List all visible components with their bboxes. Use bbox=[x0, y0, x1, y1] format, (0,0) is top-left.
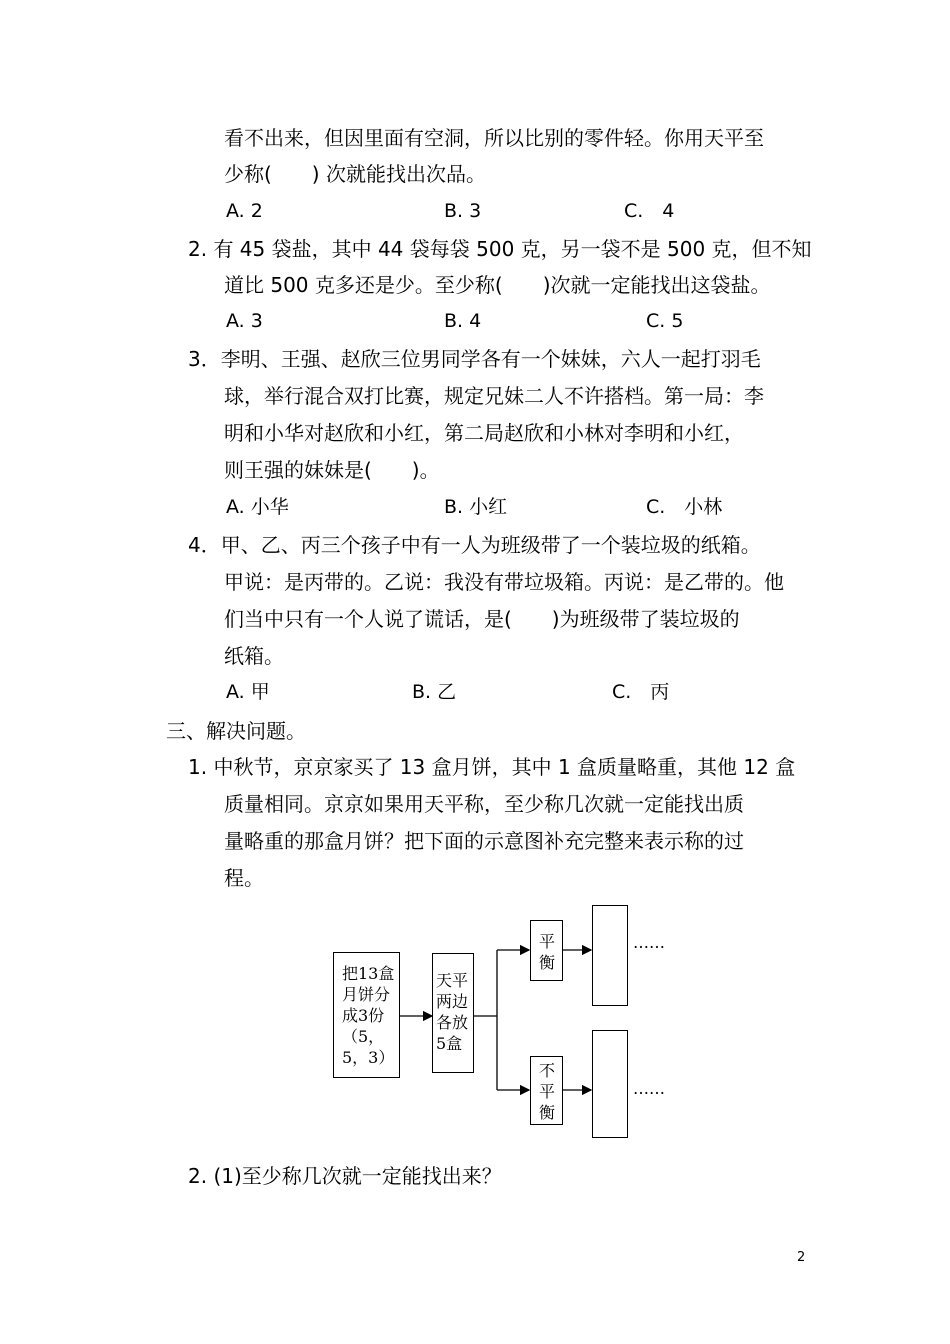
question-3-text: 则王强的妹妹是( )。 bbox=[224, 458, 440, 482]
section-heading: 三、解决问题。 bbox=[166, 719, 306, 743]
problem-1-text: 量略重的那盒月饼？把下面的示意图补充完整来表示称的过 bbox=[224, 829, 744, 853]
box-text: 各放 bbox=[436, 1013, 469, 1032]
box-text: 衡 bbox=[539, 1103, 556, 1122]
option-a: A. 3 bbox=[226, 310, 263, 332]
problem-2-text: 2. (1)至少称几次就一定能找出来？ bbox=[188, 1164, 502, 1188]
question-4-text: 纸箱。 bbox=[224, 644, 284, 668]
page-number: 2 bbox=[797, 1250, 806, 1265]
box-text: 平 bbox=[539, 932, 556, 951]
option-a: A. 小华 bbox=[226, 496, 289, 518]
ellipsis: …… bbox=[633, 933, 665, 952]
problem-1-text: 质量相同。京京如果用天平称，至少称几次就一定能找出质 bbox=[224, 792, 744, 816]
box-text: 5，3） bbox=[342, 1048, 395, 1067]
box-text: 天平 bbox=[436, 971, 469, 990]
option-c: C. 5 bbox=[646, 310, 684, 332]
question-3-text: 球，举行混合双打比赛，规定兄妹二人不许搭档。第一局：李 bbox=[224, 384, 764, 408]
question-4-text: 甲说：是丙带的。乙说：我没有带垃圾箱。丙说：是乙带的。他 bbox=[224, 570, 784, 594]
balanced-box bbox=[530, 920, 563, 981]
question-3-text: 明和小华对赵欣和小红，第二局赵欣和小林对李明和小红， bbox=[224, 421, 744, 445]
box-text: 5盒 bbox=[436, 1034, 463, 1053]
box-text: 衡 bbox=[539, 953, 556, 972]
box-text: 平 bbox=[539, 1082, 556, 1101]
question-2-text: 道比 500 克多还是少。至少称( )次就一定能找出这袋盐。 bbox=[224, 273, 771, 297]
option-c: C. 丙 bbox=[612, 681, 670, 703]
option-b: B. 4 bbox=[444, 310, 482, 332]
question-text-line: 看不出来，但因里面有空洞，所以比别的零件轻。你用天平至 bbox=[224, 126, 764, 150]
unbalanced-box bbox=[530, 1056, 563, 1125]
option-b: B. 乙 bbox=[412, 681, 457, 703]
option-c: C. 4 bbox=[624, 200, 675, 222]
box-text: 两边 bbox=[436, 992, 469, 1011]
step-box-weigh bbox=[432, 953, 474, 1073]
option-b: B. 3 bbox=[444, 200, 482, 222]
box-text: 不 bbox=[539, 1061, 556, 1080]
box-text: 成3份 bbox=[342, 1006, 385, 1025]
option-a: A. 2 bbox=[226, 200, 263, 222]
answer-blank-box[interactable] bbox=[592, 1030, 628, 1138]
step-box-split bbox=[333, 952, 400, 1078]
answer-blank-box[interactable] bbox=[592, 905, 628, 1006]
box-text: （5， bbox=[342, 1027, 385, 1046]
option-a: A. 甲 bbox=[226, 681, 270, 703]
box-text: 月饼分 bbox=[342, 985, 391, 1004]
ellipsis: …… bbox=[633, 1079, 665, 1098]
question-2-text: 2. 有 45 袋盐，其中 44 袋每袋 500 克，另一袋不是 500 克，但不知 bbox=[188, 237, 812, 261]
question-3-text: 3．李明、王强、赵欣三位男同学各有一个妹妹，六人一起打羽毛 bbox=[188, 347, 761, 371]
problem-1-text: 1. 中秋节，京京家买了 13 盒月饼，其中 1 盒质量略重，其他 12 盒 bbox=[188, 755, 796, 779]
problem-1-text: 程。 bbox=[224, 866, 264, 890]
option-c: C. 小林 bbox=[646, 496, 723, 518]
question-4-text: 们当中只有一个人说了谎话，是( )为班级带了装垃圾的 bbox=[224, 607, 740, 631]
option-b: B. 小红 bbox=[444, 496, 508, 518]
box-text: 把13盒 bbox=[342, 964, 395, 983]
question-text-line: 少称( ) 次就能找出次品。 bbox=[224, 162, 486, 186]
question-4-text: 4．甲、乙、丙三个孩子中有一人为班级带了一个装垃圾的纸箱。 bbox=[188, 533, 761, 557]
